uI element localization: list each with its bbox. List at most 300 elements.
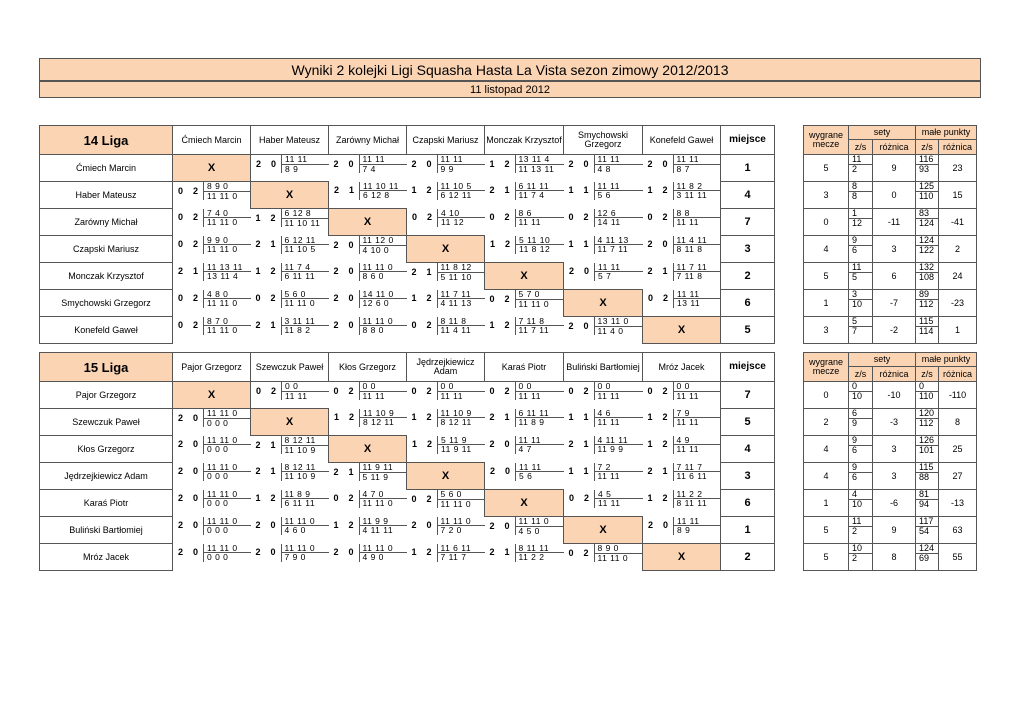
row-player-name: Pajor Grzegorz (40, 382, 173, 409)
points-won: 11 13 11 (207, 262, 243, 272)
points-lost: 0 0 0 (204, 418, 250, 428)
stats-row (804, 544, 977, 571)
points-lost: 11 11 0 (438, 499, 485, 509)
points-won: 11 7 11 (440, 289, 472, 299)
points-lost: 8 7 (674, 164, 721, 174)
match-result-cell (485, 382, 564, 409)
match-result-cell (643, 463, 721, 490)
points-lost: 11 11 (516, 217, 564, 227)
sets-won: 2 (177, 466, 183, 476)
sets-zs-header: z/s (849, 140, 873, 155)
points-won: 7 2 (597, 462, 611, 472)
sets-lost: 2 (192, 320, 198, 330)
sets-won: 1 (568, 466, 574, 476)
sets-lost-total: 10 (849, 499, 872, 509)
sets-won: 0 (177, 293, 183, 303)
match-result-cell (251, 463, 329, 490)
stats-row (804, 382, 977, 409)
sets-lost: 2 (583, 385, 589, 396)
points-lost: 11 11 (595, 391, 643, 401)
sets-lost: 0 (662, 520, 668, 530)
sets-pair (849, 436, 873, 463)
match-result-cell (407, 544, 485, 571)
points-won: 5 11 10 (519, 235, 551, 245)
sets-won-total: 11 (852, 154, 862, 164)
match-result-cell (485, 463, 564, 490)
place-value: 4 (721, 436, 775, 463)
points-won: 7 4 0 (207, 208, 229, 218)
match-result-cell (251, 236, 329, 263)
sets-won: 2 (489, 466, 495, 476)
match-result-cell (485, 517, 564, 544)
stats-row (804, 436, 977, 463)
points-lost: 11 11 0 (204, 217, 251, 227)
match-result-cell (329, 463, 407, 490)
points-won-total: 116 (919, 154, 934, 164)
points-won: 11 9 11 (362, 462, 394, 472)
sets-lost: 2 (504, 239, 510, 249)
points-won: 11 11 (519, 462, 542, 472)
points-lost: 12 6 0 (360, 298, 407, 308)
sets-won: 1 (647, 185, 653, 195)
match-result-cell (329, 182, 407, 209)
column-header-player: Buliński Bartłomiej (564, 353, 643, 382)
sets-won: 0 (568, 547, 574, 558)
points-lost: 11 4 0 (595, 326, 643, 336)
match-result-cell (407, 263, 485, 290)
wins-value: 5 (804, 544, 849, 571)
row-player-name: Szewczuk Paweł (40, 409, 173, 436)
sets-lost-total: 5 (849, 272, 872, 282)
match-result-cell (251, 290, 329, 317)
stats-row (804, 317, 977, 344)
place-value: 2 (721, 544, 775, 571)
sets-lost: 1 (270, 320, 276, 330)
points-won: 11 11 0 (518, 516, 550, 526)
match-result-cell (329, 517, 407, 544)
sets-lost: 1 (270, 439, 276, 450)
points-lost: 5 7 (595, 271, 643, 281)
wins-value: 5 (804, 263, 849, 290)
sets-won-total: 4 (852, 489, 858, 499)
sets-lost: 2 (504, 320, 510, 330)
sets-won: 0 (568, 385, 574, 396)
sets-lost: 0 (348, 293, 354, 303)
sets-lost: 0 (426, 520, 432, 530)
sets-diff-value: 3 (873, 436, 916, 463)
points-diff-value: -23 (939, 290, 977, 317)
sets-pair (849, 155, 873, 182)
points-lost: 13 11 (674, 298, 720, 308)
points-lost: 4 11 13 (438, 298, 485, 308)
sets-won: 2 (177, 520, 183, 530)
table-row (40, 317, 775, 344)
match-result-cell (329, 263, 407, 290)
points-won-total: 115 (919, 462, 934, 472)
points-won-total: 115 (919, 316, 934, 326)
points-pair (916, 544, 939, 571)
sets-pair (849, 290, 873, 317)
column-header-player: Zarówny Michał (329, 126, 407, 155)
sets-won: 1 (411, 412, 417, 422)
match-result-cell (564, 182, 643, 209)
points-lost: 6 12 8 (360, 190, 407, 200)
points-won: 0 0 (285, 381, 299, 391)
points-diff-header: różnica (939, 140, 977, 155)
points-lost: 4 9 0 (360, 552, 407, 562)
sets-pair (849, 517, 873, 544)
points-won-total: 0 (919, 381, 925, 391)
stats-row (804, 409, 977, 436)
sets-won: 2 (647, 158, 653, 169)
match-result-cell (329, 490, 407, 517)
points-won: 11 11 (598, 262, 621, 272)
sets-won: 2 (333, 547, 339, 557)
points-lost: 11 11 0 (595, 553, 643, 563)
sets-pair (849, 544, 873, 571)
points-lost-total: 69 (916, 553, 938, 563)
wins-value: 0 (804, 209, 849, 236)
points-diff-value: 8 (939, 409, 977, 436)
sets-diff-value: -6 (873, 490, 916, 517)
points-lost: 11 11 (674, 417, 721, 427)
sets-lost: 2 (662, 412, 668, 422)
sets-won: 1 (489, 320, 495, 330)
sets-won: 0 (647, 212, 653, 222)
points-won: 8 12 11 (284, 435, 316, 445)
row-player-name: Monczak Krzysztof (40, 263, 173, 290)
match-result-cell (485, 155, 564, 182)
points-won: 13 11 4 (518, 154, 550, 164)
sets-diff-value: -11 (873, 209, 916, 236)
place-value: 7 (721, 382, 775, 409)
points-lost: 13 11 4 (204, 271, 251, 281)
self-match-cell: X (485, 263, 564, 290)
sets-lost: 2 (504, 293, 510, 304)
sets-won: 1 (411, 185, 417, 195)
points-won: 9 9 0 (207, 235, 229, 245)
points-diff-header: różnica (939, 367, 977, 382)
sets-won-total: 6 (852, 408, 858, 418)
sets-lost: 2 (662, 385, 668, 396)
points-won: 11 6 11 (440, 543, 472, 553)
points-lost: 11 11 (595, 471, 643, 481)
points-won: 11 11 (285, 154, 308, 164)
points-won: 11 8 12 (440, 262, 472, 272)
sets-won: 0 (411, 385, 417, 396)
match-result-cell (173, 317, 251, 344)
sets-diff-value: 9 (873, 155, 916, 182)
points-diff-value: 15 (939, 182, 977, 209)
match-result-cell (173, 182, 251, 209)
sets-won: 2 (489, 412, 495, 422)
points-won: 12 6 (597, 208, 617, 218)
sets-lost: 1 (192, 266, 198, 276)
stats-row (804, 490, 977, 517)
sets-lost: 0 (192, 520, 198, 530)
match-result-cell (643, 290, 721, 317)
sets-won: 2 (489, 439, 495, 449)
sets-lost: 2 (504, 158, 510, 169)
self-match-cell: X (643, 317, 721, 344)
points-won: 8 11 8 (440, 316, 467, 326)
table-row (40, 182, 775, 209)
sets-won: 0 (255, 385, 261, 396)
match-result-cell (485, 182, 564, 209)
points-lost: 5 6 (516, 471, 564, 481)
points-diff-value: 23 (939, 155, 977, 182)
wins-value: 3 (804, 182, 849, 209)
sets-won: 2 (411, 158, 417, 169)
self-match-cell: X (407, 463, 485, 490)
points-lost: 11 11 (360, 391, 407, 401)
points-diff-value: 27 (939, 463, 977, 490)
table-row (40, 544, 775, 571)
points-won: 11 10 11 (363, 181, 399, 191)
table-row (40, 263, 775, 290)
points-won-total: 117 (919, 516, 934, 526)
points-lost: 4 6 0 (282, 525, 329, 535)
points-lost: 11 11 0 (204, 325, 251, 335)
sets-lost: 1 (583, 466, 589, 476)
column-header-player: Szewczuk Paweł (251, 353, 329, 382)
stats-row (804, 517, 977, 544)
row-player-name: Zarówny Michał (40, 209, 173, 236)
sets-won: 2 (568, 320, 574, 331)
match-result-cell (173, 436, 251, 463)
match-result-cell (643, 155, 721, 182)
match-result-cell (485, 236, 564, 263)
column-header-player: Czapski Mariusz (407, 126, 485, 155)
points-lost: 11 11 (674, 217, 721, 227)
points-lost: 11 11 0 (204, 244, 251, 254)
sets-won-total: 1 (852, 208, 858, 218)
points-lost: 0 0 0 (204, 552, 251, 562)
points-diff-value: 63 (939, 517, 977, 544)
sets-won: 2 (177, 439, 183, 449)
match-result-cell (329, 409, 407, 436)
sets-won-total: 0 (852, 381, 858, 391)
points-lost: 11 11 0 (360, 498, 407, 508)
row-player-name: Smychowski Grzegorz (40, 290, 173, 317)
sets-lost: 2 (426, 293, 432, 303)
sets-lost: 0 (270, 547, 276, 557)
points-won: 8 11 11 (518, 543, 550, 553)
sets-won: 2 (255, 320, 261, 330)
table-row (40, 382, 775, 409)
sets-won: 0 (489, 385, 495, 396)
row-player-name: Kłos Grzegorz (40, 436, 173, 463)
points-pair (916, 263, 939, 290)
place-header: miejsce (721, 126, 775, 155)
points-lost: 9 9 (438, 164, 485, 174)
sets-lost-total: 8 (849, 191, 872, 201)
match-result-cell (564, 436, 643, 463)
points-won: 6 12 8 (284, 208, 312, 218)
place-value: 7 (721, 209, 775, 236)
points-lost: 6 11 11 (282, 271, 329, 281)
points-won: 11 11 0 (207, 489, 238, 499)
self-match-cell: X (485, 490, 564, 517)
sets-lost: 2 (270, 493, 276, 503)
sets-lost: 2 (348, 520, 354, 530)
match-result-cell (251, 263, 329, 290)
sets-lost: 1 (662, 266, 668, 276)
points-diff-value: 1 (939, 317, 977, 344)
points-lost: 8 11 11 (674, 498, 721, 508)
sets-lost: 0 (504, 466, 510, 476)
points-lost: 8 6 0 (360, 271, 407, 281)
points-pair (916, 490, 939, 517)
sets-won: 0 (333, 493, 339, 503)
wins-value: 0 (804, 382, 849, 409)
match-result-cell (643, 182, 721, 209)
sets-lost: 2 (426, 412, 432, 422)
points-won: 11 10 5 (440, 181, 472, 191)
league-grid (39, 125, 775, 344)
self-match-cell: X (173, 382, 251, 409)
place-header: miejsce (721, 353, 775, 382)
points-won: 4 10 (441, 208, 460, 218)
sets-lost: 2 (270, 266, 276, 276)
match-result-cell (407, 382, 485, 409)
sets-won: 2 (333, 158, 339, 169)
points-pair (916, 209, 939, 236)
sets-won: 2 (255, 520, 261, 530)
sets-lost: 0 (583, 266, 589, 276)
sets-won: 1 (568, 239, 574, 249)
match-result-cell (251, 317, 329, 344)
league-name: 14 Liga (40, 126, 173, 155)
sets-lost: 1 (348, 185, 354, 195)
sets-won-total: 11 (852, 262, 862, 272)
sets-lost: 2 (662, 212, 668, 222)
points-lost-total: 108 (916, 272, 938, 282)
points-diff-value: 24 (939, 263, 977, 290)
points-lost-total: 88 (916, 472, 938, 482)
sets-lost: 2 (270, 385, 276, 396)
sets-won: 0 (489, 212, 495, 222)
points-lost: 11 6 11 (674, 471, 721, 481)
match-result-cell (643, 490, 721, 517)
points-lost: 11 13 11 (516, 164, 564, 174)
points-lost: 11 11 0 (204, 191, 250, 201)
table-row (40, 236, 775, 263)
wins-value: 2 (804, 409, 849, 436)
points-lost: 11 4 11 (438, 325, 485, 335)
match-result-cell (329, 155, 407, 182)
row-player-name: Jędrzejkiewicz Adam (40, 463, 173, 490)
sets-won: 1 (489, 239, 495, 249)
sets-won: 2 (568, 266, 574, 276)
points-won: 11 11 0 (362, 262, 394, 272)
match-result-cell (643, 517, 721, 544)
match-result-cell (173, 209, 251, 236)
wins-value: 5 (804, 155, 849, 182)
sets-lost: 2 (583, 212, 589, 222)
points-lost-total: 54 (916, 526, 938, 536)
sets-lost: 2 (270, 293, 276, 303)
place-value: 3 (721, 236, 775, 263)
match-result-cell (407, 209, 485, 236)
points-won: 11 11 0 (207, 462, 238, 472)
points-won: 4 11 11 (597, 435, 629, 445)
table-row (40, 290, 775, 317)
sets-won: 0 (647, 293, 653, 303)
league-name: 15 Liga (40, 353, 173, 382)
sets-won: 0 (411, 212, 417, 222)
sets-pair (849, 236, 873, 263)
wins-value: 4 (804, 463, 849, 490)
wins-header: wygrane mecze (804, 126, 849, 155)
stats-row (804, 236, 977, 263)
row-player-name: Konefeld Gaweł (40, 317, 173, 344)
points-zs-header: z/s (916, 367, 939, 382)
sets-lost: 2 (583, 547, 589, 558)
sets-lost: 1 (662, 466, 668, 476)
match-result-cell (329, 290, 407, 317)
points-lost: 8 9 (674, 525, 720, 535)
points-lost-total: 112 (916, 418, 938, 428)
sets-lost: 2 (348, 493, 354, 503)
sets-lost: 0 (192, 412, 198, 423)
match-result-cell (407, 182, 485, 209)
sets-won-total: 3 (852, 289, 858, 299)
sets-pair (849, 490, 873, 517)
sets-lost: 1 (348, 466, 354, 477)
wins-value: 5 (804, 517, 849, 544)
match-result-cell (564, 263, 643, 290)
sets-lost: 0 (426, 158, 432, 169)
points-won: 5 6 0 (440, 489, 462, 499)
sets-lost-total: 6 (849, 445, 872, 455)
sets-won: 1 (333, 412, 339, 422)
sets-lost: 0 (662, 239, 668, 249)
points-lost: 11 10 9 (282, 445, 329, 455)
sets-won: 1 (411, 547, 417, 557)
points-diff-value: -41 (939, 209, 977, 236)
points-lost: 11 11 0 (204, 298, 251, 308)
match-result-cell (643, 209, 721, 236)
match-result-cell (173, 490, 251, 517)
sets-lost: 1 (504, 547, 510, 557)
points-pair (916, 290, 939, 317)
sets-lost: 2 (504, 385, 510, 396)
points-won: 0 0 (518, 381, 532, 391)
sets-won: 1 (411, 439, 417, 449)
sets-won-total: 10 (852, 543, 863, 553)
points-won: 4 11 13 (597, 235, 629, 245)
points-lost: 11 11 (674, 391, 721, 401)
points-lost: 7 11 8 (674, 271, 721, 281)
column-header-player: Jędrzejkiewicz Adam (407, 353, 485, 382)
sets-lost: 1 (270, 239, 276, 249)
league-stats (803, 125, 977, 344)
points-lost: 11 11 (516, 391, 564, 401)
points-won: 11 10 9 (440, 408, 472, 418)
points-won: 8 6 (518, 208, 532, 218)
column-header-player: Karaś Piotr (485, 353, 564, 382)
points-diff-value: -13 (939, 490, 977, 517)
row-player-name: Ćmiech Marcin (40, 155, 173, 182)
sets-lost: 1 (583, 439, 589, 449)
sets-lost: 2 (426, 320, 432, 330)
points-lost: 11 8 9 (516, 417, 564, 427)
points-won: 14 11 0 (362, 289, 394, 299)
points-diff-value: 55 (939, 544, 977, 571)
sets-diff-value: 9 (873, 517, 916, 544)
sets-lost: 2 (426, 547, 432, 557)
